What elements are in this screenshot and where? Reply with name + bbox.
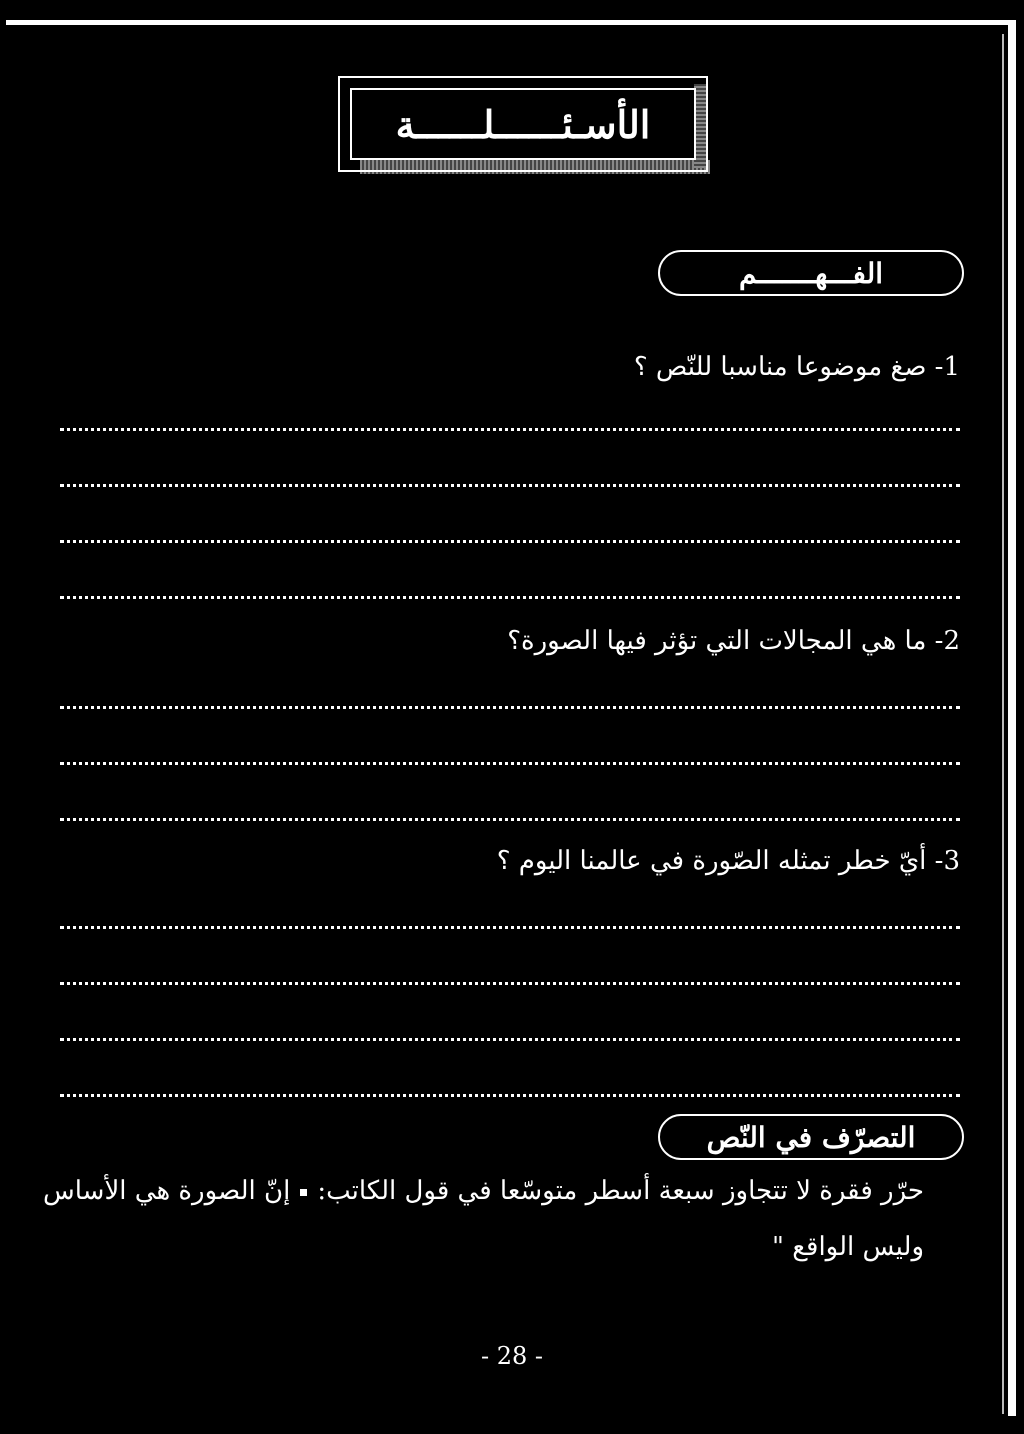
section-label-action: التصرّف في النّص [706, 1120, 916, 1154]
bullet-square-icon [300, 1189, 307, 1196]
title-box [338, 76, 708, 172]
question-3: 3- أيّ خطر تمثله الصّورة في عالمنا اليوم ؟ [496, 846, 960, 876]
page-frame-right [1008, 20, 1016, 1416]
action-instruction [43, 1176, 924, 1206]
answer-line[interactable] [60, 1094, 960, 1097]
page-number: - 28 - [480, 1342, 543, 1370]
page-frame-right-inner [1002, 34, 1004, 1414]
section-header-understanding [658, 250, 964, 296]
answer-line[interactable] [60, 982, 960, 985]
answer-line[interactable] [60, 428, 960, 431]
quote-text-part2: وليس الواقع " [771, 1232, 924, 1262]
section-label-understanding: الفـــهـــــــم [738, 256, 884, 290]
question-1: 1- صغ موضوعا مناسبا للنّص ؟ [633, 352, 960, 382]
answer-line[interactable] [60, 818, 960, 821]
answer-line[interactable] [60, 706, 960, 709]
answer-line[interactable] [60, 926, 960, 929]
page-title: الأسـئــــــلــــــة [395, 101, 651, 147]
question-2: 2- ما هي المجالات التي تؤثر فيها الصورة؟ [507, 626, 960, 656]
answer-line[interactable] [60, 1038, 960, 1041]
instruction-text: حرّر فقرة لا تتجاوز سبعة أسطر متوسّعا في قول الكاتب: [317, 1176, 924, 1206]
answer-line[interactable] [60, 540, 960, 543]
answer-line[interactable] [60, 596, 960, 599]
section-header-action [658, 1114, 964, 1160]
answer-line[interactable] [60, 484, 960, 487]
page-frame-top [6, 20, 1010, 25]
answer-line[interactable] [60, 762, 960, 765]
quote-text-part1: إنّ الصورة هي الأساس [43, 1176, 291, 1206]
title-box-inner [350, 88, 696, 160]
